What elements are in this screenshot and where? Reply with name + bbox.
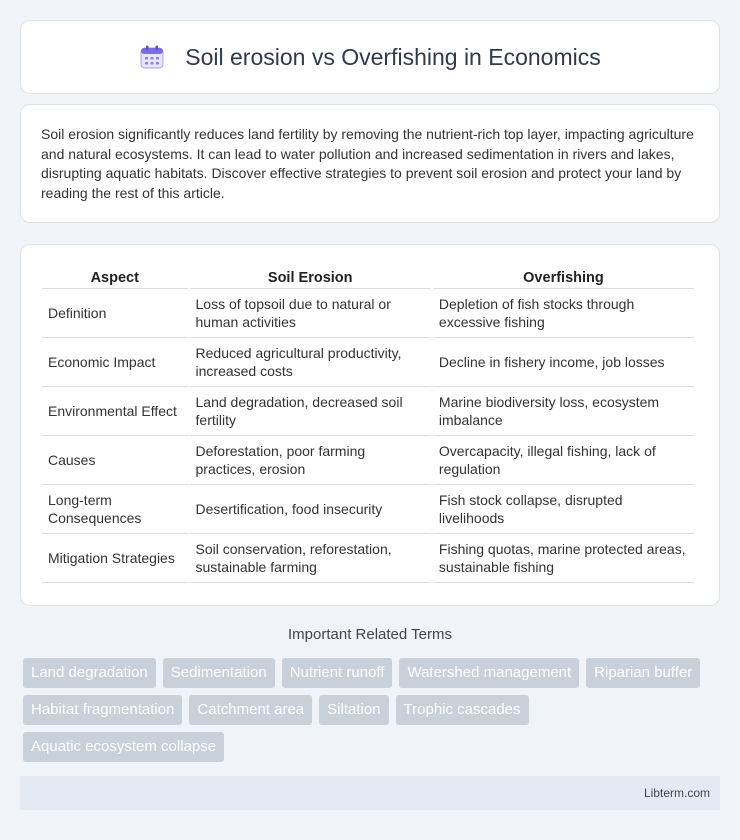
- tag-nutrient-runoff[interactable]: Nutrient runoff: [282, 658, 393, 688]
- page-title: Soil erosion vs Overfishing in Economics: [185, 43, 601, 70]
- tag-habitat-fragmentation[interactable]: Habitat fragmentation: [23, 695, 182, 725]
- related-terms-title: Important Related Terms: [288, 626, 452, 643]
- table-cell: Mitigation Strategies: [42, 534, 188, 583]
- table-cell: Land degradation, decreased soil fertility: [190, 387, 431, 436]
- tag-watershed-management[interactable]: Watershed management: [399, 658, 579, 688]
- table-row: [42, 289, 694, 338]
- comparison-table-card: [20, 244, 720, 606]
- tag-trophic-cascades[interactable]: Trophic cascades: [396, 695, 529, 725]
- table-header-row: [42, 267, 694, 289]
- header-soil-erosion: Soil Erosion: [190, 267, 431, 289]
- footer-site-link[interactable]: Libterm.com: [643, 786, 710, 800]
- table-cell: Environmental Effect: [42, 387, 188, 436]
- calendar-icon: [139, 44, 165, 70]
- tag-aquatic-ecosystem-collapse[interactable]: Aquatic ecosystem collapse: [23, 732, 224, 762]
- table-cell: Depletion of fish stocks through excessive fishing: [433, 289, 694, 338]
- table-cell: Economic Impact: [42, 338, 188, 387]
- tag-catchment-area[interactable]: Catchment area: [189, 695, 312, 725]
- table-row: [42, 485, 694, 534]
- table-cell: Reduced agricultural productivity, increased costs: [190, 338, 431, 387]
- table-cell: Loss of topsoil due to natural or human activities: [190, 289, 431, 338]
- table-cell: Desertification, food insecurity: [190, 485, 431, 534]
- table-cell: Definition: [42, 289, 188, 338]
- table-cell: Overcapacity, illegal fishing, lack of regulation: [433, 436, 694, 485]
- tag-sedimentation[interactable]: Sedimentation: [163, 658, 275, 688]
- table-row: [42, 534, 694, 583]
- tag-land-degradation[interactable]: Land degradation: [23, 658, 156, 688]
- header-aspect: Aspect: [42, 267, 188, 289]
- related-terms-tags: [23, 658, 723, 769]
- table-cell: Decline in fishery income, job losses: [433, 338, 694, 387]
- intro-text: Soil erosion significantly reduces land fertility by removing the nutrient-rich top layer, impacting agriculture and natural ecosystems. It can lead to water pollution and increased sedimentation in rivers and lakes, disrupting aquatic habitats. Discover effective strategies to prevent soil erosion and protect your land by reading the rest of this article.: [41, 126, 694, 201]
- footer: [20, 776, 720, 810]
- table-cell: Fish stock collapse, disrupted livelihoods: [433, 485, 694, 534]
- tag-siltation[interactable]: Siltation: [319, 695, 388, 725]
- table-cell: Long-term Consequences: [42, 485, 188, 534]
- header-card: [20, 20, 720, 94]
- header-overfishing: Overfishing: [433, 267, 694, 289]
- tag-riparian-buffer[interactable]: Riparian buffer: [586, 658, 700, 688]
- table-cell: Marine biodiversity loss, ecosystem imbalance: [433, 387, 694, 436]
- table-cell: Deforestation, poor farming practices, erosion: [190, 436, 431, 485]
- table-cell: Soil conservation, reforestation, sustainable farming: [190, 534, 431, 583]
- table-cell: Fishing quotas, marine protected areas, sustainable fishing: [433, 534, 694, 583]
- table-cell: Causes: [42, 436, 188, 485]
- table-row: [42, 338, 694, 387]
- table-row: [42, 387, 694, 436]
- intro-card: [20, 104, 720, 223]
- comparison-table: [40, 267, 696, 583]
- table-row: [42, 436, 694, 485]
